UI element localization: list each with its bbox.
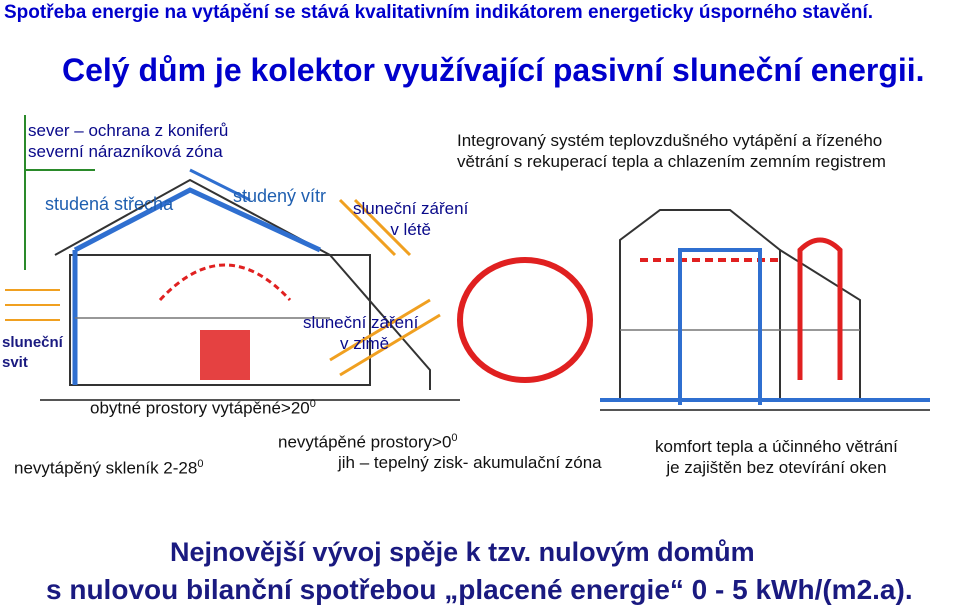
unheated-spaces-label: nevytápěné $prostory>0^0$ <box>278 432 458 452</box>
summer-sun-line1: sluneční záření <box>353 199 469 218</box>
right-house-extension <box>780 250 860 400</box>
north-protection-line1: sever – ochrana z koniferů <box>28 121 229 140</box>
sunshine-line1: sluneční <box>2 334 63 351</box>
warm-air-arc <box>160 265 290 300</box>
heated-spaces-label: obytné prostory $vytápěné>20^0$ <box>90 398 316 418</box>
winter-sun-line1: sluneční záření <box>303 313 419 332</box>
winter-sun-line2: v zimě <box>340 334 390 353</box>
warm-duct-loop <box>800 240 840 380</box>
cold-roof-label: studená střecha <box>45 194 174 214</box>
integrated-system-line1: Integrovaný systém teplovzdušného vytápění a řízeného <box>457 131 883 150</box>
south-zone-circulation <box>460 260 590 380</box>
summer-sun-line2: v létě <box>390 220 431 239</box>
top-title: Spotřeba energie na vytápění se stává kvalitativním indikátorem energeticky úsporného stavění. <box>4 2 874 23</box>
integrated-system-label <box>457 130 886 172</box>
bottom-line-1: Nejnovější vývoj spěje k tzv. nulovým domům <box>170 537 755 567</box>
cold-duct-loop <box>680 250 760 405</box>
bottom-line-2: s nulovou bilanční spotřebou „placené energie“ 0 - 5 kWh/(m2.a). <box>46 574 913 605</box>
main-title: Celý dům je kolektor využívající pasivní sluneční energii. <box>62 52 925 88</box>
right-house <box>600 210 930 410</box>
north-protection-label <box>28 120 228 162</box>
sunshine-label <box>2 333 63 373</box>
sunshine-line2: svit <box>2 354 28 371</box>
summer-sun-label <box>353 198 468 240</box>
north-protection-line2: severní nárazníková zóna <box>28 142 223 161</box>
integrated-system-line2: větrání s rekuperací tepla a chlazením zemním registrem <box>457 152 886 171</box>
comfort-line2: je zajištěn bez otevírání oken <box>666 458 887 477</box>
greenhouse-label: nevytápěný skleník $2-28^0$ <box>14 458 204 478</box>
heat-accumulator <box>200 330 250 380</box>
winter-sun-label <box>303 312 418 354</box>
right-house-outline <box>620 210 780 400</box>
south-zone-label: jih – tepelný zisk- akumulační zóna <box>338 453 602 472</box>
comfort-line1: komfort tepla a účinného větrání <box>655 437 898 456</box>
cold-wind-label: studený vítr <box>233 186 327 206</box>
comfort-label <box>655 436 898 478</box>
